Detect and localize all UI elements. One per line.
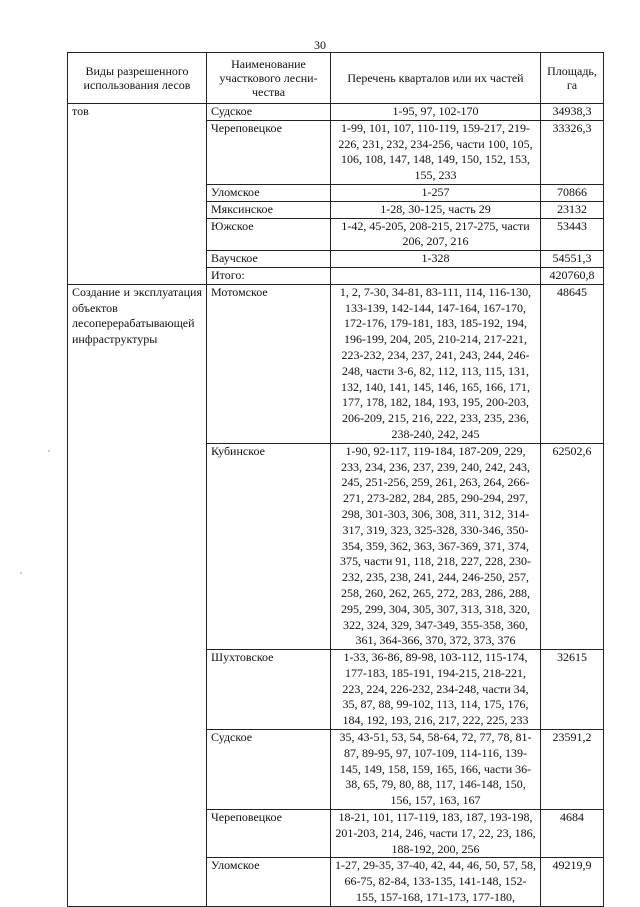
land-use-table	[67, 52, 604, 907]
scan-speck	[48, 450, 50, 452]
quarters-cell: 1-328	[331, 251, 541, 268]
forestry-cell: Судское	[207, 104, 331, 121]
area-cell: 32615	[541, 650, 604, 730]
quarters-cell: 18-21, 101, 117-119, 183, 187, 193-198, 201-203, 214, 246, части 17, 22, 23, 186, 188-192, 200, 256	[331, 810, 541, 858]
table-header-row	[68, 53, 604, 104]
column-header-quarters: Перечень кварталов или их частей	[331, 53, 541, 104]
forestry-cell: Ваучское	[207, 251, 331, 268]
forestry-cell: Кубинское	[207, 443, 331, 649]
total-area-cell: 420760,8	[541, 267, 604, 284]
quarters-cell: 1, 2, 7-30, 34-81, 83-111, 114, 116-130, 133-139, 142-144, 147-164, 167-170, 172-176, 179-181, 183, 185-192, 194, 196-199, 204, 205, 210-214, 217-221, 223-232, 234, 237, 241, 243, 244, 246-248, части 3-6, 82, 112, 113, 115, 131, 132, 140, 141, 145, 146, 165, 166, 171, 177, 178, 182, 184, 193, 195, 200-203, 206-209, 215, 216, 222, 233, 235, 236, 238-240, 242, 245	[331, 284, 541, 443]
forestry-cell: Шухтовское	[207, 650, 331, 730]
scan-speck	[20, 572, 22, 574]
forestry-cell: Судское	[207, 730, 331, 810]
area-cell: 48645	[541, 284, 604, 443]
forestry-cell: Уломское	[207, 858, 331, 906]
forestry-cell: Южское	[207, 218, 331, 251]
area-cell: 23132	[541, 201, 604, 218]
quarters-cell: 1-257	[331, 184, 541, 201]
table-row	[68, 284, 604, 443]
forestry-cell: Череповецкое	[207, 810, 331, 858]
area-cell: 54551,3	[541, 251, 604, 268]
quarters-cell: 1-33, 36-86, 89-98, 103-112, 115-174, 177-183, 185-191, 194-215, 218-221, 223, 224, 226-232, 234-248, части 34, 35, 87, 88, 99-102, 113, 114, 175, 176, 184, 192, 193, 216, 217, 222, 225, 233	[331, 650, 541, 730]
column-header-forestry: Наименование участкового лесни-чества	[207, 53, 331, 104]
area-cell: 23591,2	[541, 730, 604, 810]
quarters-cell	[331, 267, 541, 284]
quarters-cell: 1-95, 97, 102-170	[331, 104, 541, 121]
quarters-cell: 1-27, 29-35, 37-40, 42, 44, 46, 50, 57, 58, 66-75, 82-84, 133-135, 141-148, 152-155, 157-168, 171-173, 177-180,	[331, 858, 541, 906]
area-cell: 4684	[541, 810, 604, 858]
column-header-area: Площадь, га	[541, 53, 604, 104]
forestry-cell: Уломское	[207, 184, 331, 201]
forestry-cell: Череповецкое	[207, 120, 331, 184]
page-number: 30	[314, 38, 326, 52]
total-label-cell: Итого:	[207, 267, 331, 284]
quarters-cell: 1-28, 30-125, часть 29	[331, 201, 541, 218]
column-header-use-type: Виды разрешенного использования лесов	[68, 53, 207, 104]
use-type-cell: тов	[68, 104, 207, 285]
quarters-cell: 1-42, 45-205, 208-215, 217-275, части 206, 207, 216	[331, 218, 541, 251]
forestry-cell: Мотомское	[207, 284, 331, 443]
quarters-cell: 1-90, 92-117, 119-184, 187-209, 229, 233, 234, 236, 237, 239, 240, 242, 243, 245, 251-256, 259, 261, 263, 264, 266-271, 273-282, 284, 285, 290-294, 297, 298, 301-303, 306, 308, 311, 312, 314-317, 319, 323, 325-328, 330-346, 350-354, 359, 362, 363, 367-369, 371, 374, 375, части 91, 118, 218, 227, 228, 230-232, 235, 238, 241, 244, 246-250, 257, 258, 260, 262, 265, 272, 283, 286, 288, 295, 299, 304, 305, 307, 313, 318, 320, 322, 324, 329, 347-349, 355-358, 360, 361, 364-366, 370, 372, 373, 376	[331, 443, 541, 649]
area-cell: 62502,6	[541, 443, 604, 649]
area-cell: 49219,9	[541, 858, 604, 906]
area-cell: 34938,3	[541, 104, 604, 121]
area-cell: 70866	[541, 184, 604, 201]
table-row	[68, 104, 604, 121]
quarters-cell: 1-99, 101, 107, 110-119, 159-217, 219-226, 231, 232, 234-256, части 100, 105, 106, 108, 147, 148, 149, 150, 152, 153, 155, 233	[331, 120, 541, 184]
forestry-cell: Мяксинское	[207, 201, 331, 218]
area-cell: 33326,3	[541, 120, 604, 184]
use-type-cell: Создание и эксплуатация объектов лесоперерабатывающей инфраструктуры	[68, 284, 207, 906]
quarters-cell: 35, 43-51, 53, 54, 58-64, 72, 77, 78, 81-87, 89-95, 97, 107-109, 114-116, 139-145, 149, 158, 159, 165, 166, части 36-38, 65, 79, 80, 88, 117, 146-148, 150, 156, 157, 163, 167	[331, 730, 541, 810]
area-cell: 53443	[541, 218, 604, 251]
